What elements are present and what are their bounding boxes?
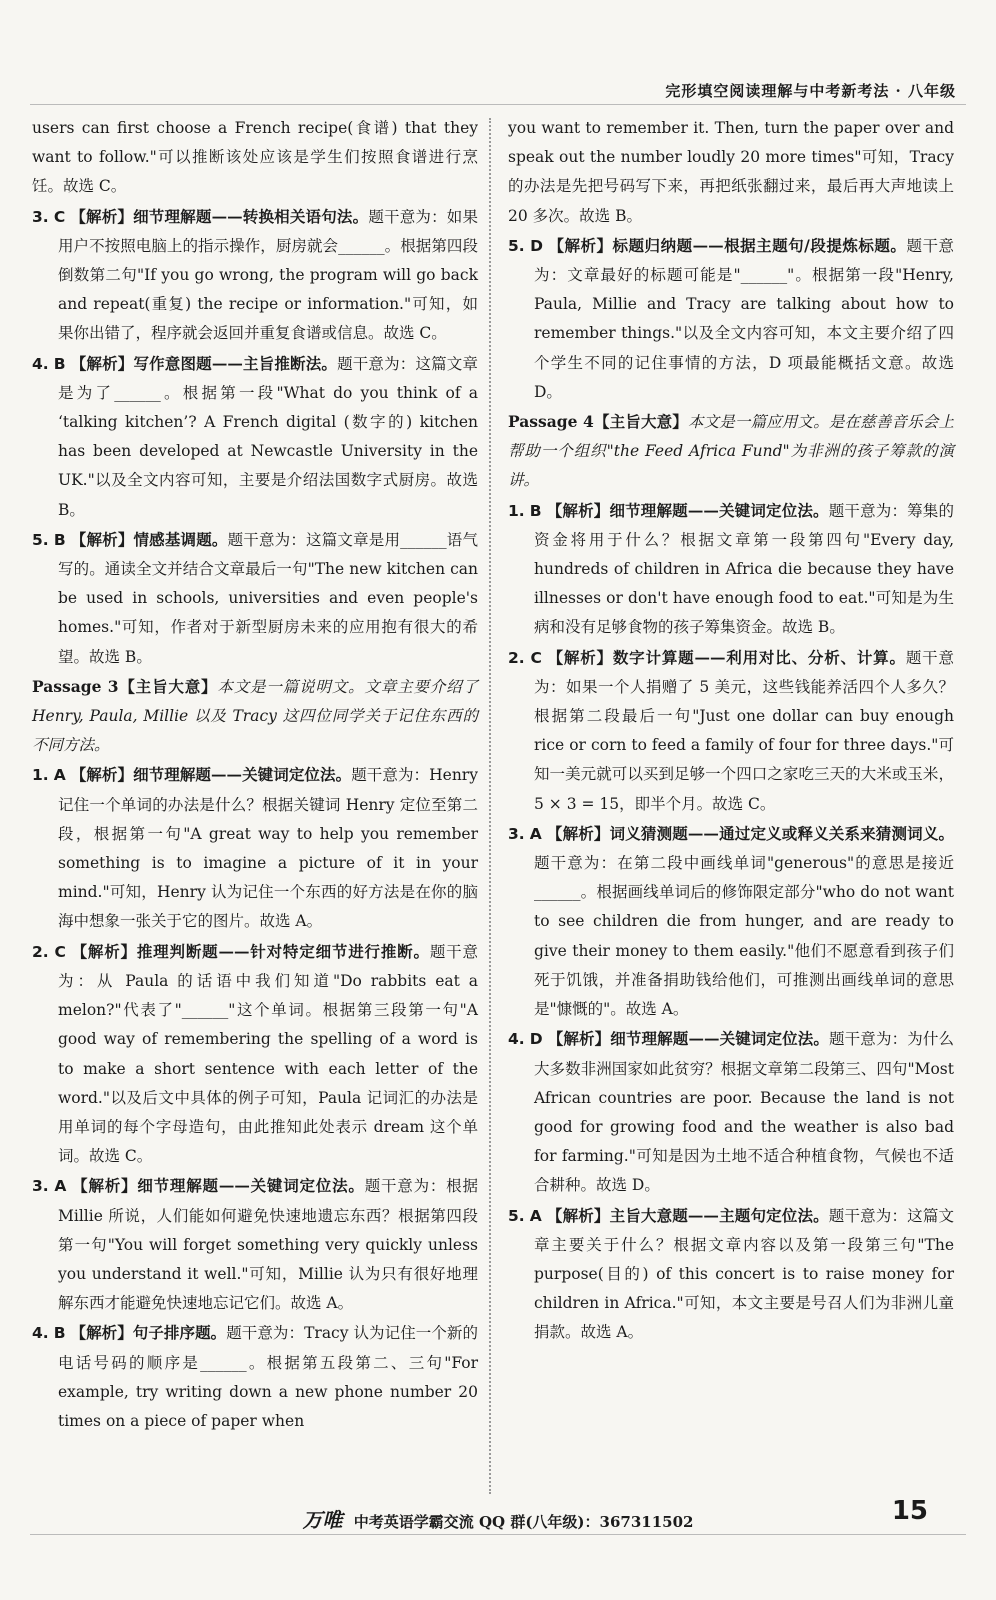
answer-letter: A	[53, 766, 66, 785]
question-number: 4.	[32, 1324, 49, 1343]
answer-item	[32, 1318, 478, 1436]
explanation-text: 题干意为：这篇文章是用______语气写的。通读全文并结合文章最后一句"The new kitchen can be used in schools, universities and even people's homes."可知，作者对于新型厨房未来的应用抱有很大的希望。故选 B。	[58, 530, 478, 666]
analysis-tag: 【解析】细节理解题——关键词定位法。	[70, 765, 352, 785]
answer-item	[508, 819, 954, 1024]
passage-label: Passage 4	[508, 412, 594, 432]
question-number: 5.	[508, 1206, 525, 1225]
answer-item	[32, 525, 478, 672]
question-number: 1.	[32, 766, 49, 785]
analysis-tag: 【解析】细节理解题——关键词定位法。	[72, 1176, 365, 1196]
answer-item	[508, 231, 954, 407]
answer-item	[508, 643, 954, 819]
explanation-text: 题干意为：为什么大多数非洲国家如此贫穷？根据文章第二段第三、四句"Most African countries are poor. Because the land is not good for growing food and the weather is also bad for farming."可知是因为土地不适合种植食物，气候也不适合耕种。故选 D。	[534, 1030, 954, 1195]
passage-summary	[32, 672, 478, 761]
analysis-tag: 【解析】主旨大意题——主题句定位法。	[546, 1205, 829, 1225]
question-number: 3.	[32, 1177, 49, 1196]
explanation-text: 题干意为：从 Paula 的话语中我们知道"Do rabbits eat a melon?"代表了"______"这个单词。根据第三段第一句"A good way of remembering the spelling of a word is to make a short sentence with each letter of the word."以及后文中具体的例子可知，Paula 记词汇的办法是用单词的每个字母造句，由此推知此处表示 dream 这个单词。故选 C。	[58, 942, 478, 1166]
explanation-text: 题干意为：在第二段中画线单词"generous"的意思是接近______。根据画线单词后的修饰限定部分"who do not want to see children die from hunger, and are ready to give their money to them easily."他们不愿意看到孩子们死于饥饿，并准备捐助钱给他们，可推测出画线单词的意思是"慷慨的"。故选 A。	[534, 854, 954, 1019]
answer-letter: A	[529, 1206, 542, 1225]
analysis-tag: 【解析】词义猜测题——通过定义或释义关系来猜测词义。	[546, 823, 954, 843]
explanation-text: 题干意为：这篇文章主要关于什么？根据文章内容以及第一段第三句"The purpose(目的) of this concert is to raise money for children in Africa."可知，本文主要是号召人们为非洲儿童捐款。故选 A。	[534, 1206, 954, 1342]
analysis-tag: 【解析】情感基调题。	[70, 529, 228, 549]
analysis-tag: 【解析】细节理解题——关键词定位法。	[546, 500, 829, 520]
question-number: 4.	[32, 354, 49, 373]
analysis-tag: 【解析】数字计算题——利用对比、分析、计算。	[547, 647, 906, 667]
footer-rule	[30, 1534, 966, 1535]
continued-paragraph	[508, 114, 954, 231]
passage-tag: 【主旨大意】	[118, 676, 218, 696]
question-number: 2.	[508, 648, 525, 667]
analysis-tag: 【解析】标题归纳题——根据主题句/段提炼标题。	[548, 235, 907, 255]
question-number: 1.	[508, 501, 525, 520]
answer-letter: C	[53, 207, 66, 226]
answer-item	[508, 1024, 954, 1200]
analysis-tag: 【解析】写作意图题——主旨推断法。	[70, 353, 338, 373]
passage-summary	[508, 407, 954, 496]
footer-text: 中考英语学霸交流 QQ 群(八年级)：367311502	[353, 1513, 694, 1531]
answer-letter: C	[54, 942, 66, 961]
explanation-text: users can first choose a French recipe(食谱) that they want to follow."可以推断该处应该是学生们按照食谱进行烹饪。故选 C。	[32, 119, 478, 196]
answer-item	[32, 937, 478, 1172]
question-number: 5.	[32, 530, 49, 549]
answer-letter: D	[529, 1030, 543, 1049]
question-number: 5.	[508, 236, 525, 255]
explanation-text: 题干意为：如果用户不按照电脑上的指示操作，厨房就会______。根据第四段倒数第二句"If you go wrong, the program will go back and repeat(重复) the recipe or information."可知，如果你出错了，程序就会返回并重复食谱或信息。故选 C。	[58, 207, 478, 343]
answer-letter: B	[53, 1324, 66, 1343]
answer-item	[32, 202, 478, 349]
footer	[0, 1504, 996, 1533]
answer-item	[32, 760, 478, 936]
analysis-tag: 【解析】细节理解题——关键词定位法。	[547, 1029, 830, 1049]
explanation-text: 题干意为：根据 Millie 所说，人们能如何避免快速地遗忘东西？根据第四段第一句"You will forget something very quickly unless you understand it well."可知，Millie 认为只有很好地理解东西才能避免快速地忘记它们。故选 A。	[58, 1177, 478, 1313]
answer-letter: B	[529, 501, 542, 520]
answer-letter: D	[530, 236, 544, 255]
answer-letter: B	[53, 354, 66, 373]
left-column	[32, 114, 478, 1436]
analysis-tag: 【解析】细节理解题——转换相关语句法。	[70, 206, 369, 226]
question-number: 3.	[508, 824, 525, 843]
explanation-text: 题干意为：这篇文章是为了______。根据第一段"What do you think of a ‘talking kitchen’? A French digital (数字的) kitchen has been developed at Newcastle University in the UK."以及全文内容可知，主要是介绍法国数字式厨房。故选 B。	[58, 354, 478, 519]
analysis-tag: 【解析】推理判断题——针对特定细节进行推断。	[71, 941, 430, 961]
explanation-text: 题干意为：文章最好的标题可能是"______"。根据第一段"Henry, Paula, Millie and Tracy are talking about how to remember things."以及全文内容可知，本文主要介绍了四个学生不同的记住事情的方法，D 项最能概括文意。故选 D。	[534, 236, 954, 401]
answer-letter: B	[53, 530, 66, 549]
question-number: 4.	[508, 1030, 525, 1049]
passage-tag: 【主旨大意】	[593, 412, 688, 432]
answer-letter: A	[54, 1177, 67, 1196]
answer-item	[32, 349, 478, 525]
explanation-text: 本文是一篇应用文。是在慈善音乐会上帮助一个组织"the Feed Africa Fund"为非洲的孩子筹款的演讲。	[508, 413, 954, 490]
footer-brand: 万唯	[302, 1508, 343, 1532]
continued-paragraph	[32, 114, 478, 202]
answer-item	[32, 1171, 478, 1318]
page-number: 15	[891, 1496, 928, 1526]
header-rule	[30, 104, 966, 105]
answer-letter: C	[530, 648, 542, 667]
answer-item	[508, 1201, 954, 1348]
explanation-text: 题干意为：Henry 记住一个单词的办法是什么？根据关键词 Henry 定位至第二段，根据第一句"A great way to help you remember something is to imagine a picture of it in your mind."可知，Henry 认为记住一个东西的好方法是在你的脑海中想象一张关于它的图片。故选 A。	[58, 766, 478, 931]
answer-letter: A	[529, 824, 542, 843]
answer-item	[508, 496, 954, 643]
question-number: 2.	[32, 942, 49, 961]
analysis-tag: 【解析】句子排序题。	[70, 1323, 227, 1343]
explanation-text: 题干意为：Tracy 认为记住一个新的电话号码的顺序是______。根据第五段第二、三句"For example, try writing down a new phone number 20 times on a piece of paper when	[58, 1324, 478, 1430]
running-header: 完形填空阅读理解与中考新考法 · 八年级	[665, 82, 956, 100]
explanation-text: 题干意为：如果一个人捐赠了 5 美元，这些钱能养活四个人多久？根据第二段最后一句"Just one dollar can buy enough rice or corn to feed a family of four for three days."可知一美元就可以买到足够一个四口之家吃三天的大米或玉米，5 × 3 = 15，即半个月。故选 C。	[534, 648, 954, 813]
explanation-text: 本文是一篇说明文。文章主要介绍了 Henry, Paula, Millie 以及 Tracy 这四位同学关于记住东西的不同方法。	[32, 677, 478, 755]
passage-label: Passage 3	[32, 676, 119, 696]
right-column	[508, 114, 954, 1348]
explanation-text: you want to remember it. Then, turn the paper over and speak out the number loudly 20 more times"可知，Tracy 的办法是先把号码写下来，再把纸张翻过来，最后再大声地读上 20 多次。故选 B。	[508, 119, 954, 225]
question-number: 3.	[32, 207, 49, 226]
explanation-text: 题干意为：筹集的资金将用于什么？根据文章第一段第四句"Every day, hundreds of children in Africa die because they have illnesses or don't have enough food to eat."可知是为生病和没有足够食物的孩子筹集资金。故选 B。	[534, 501, 954, 637]
column-divider	[489, 118, 491, 1494]
